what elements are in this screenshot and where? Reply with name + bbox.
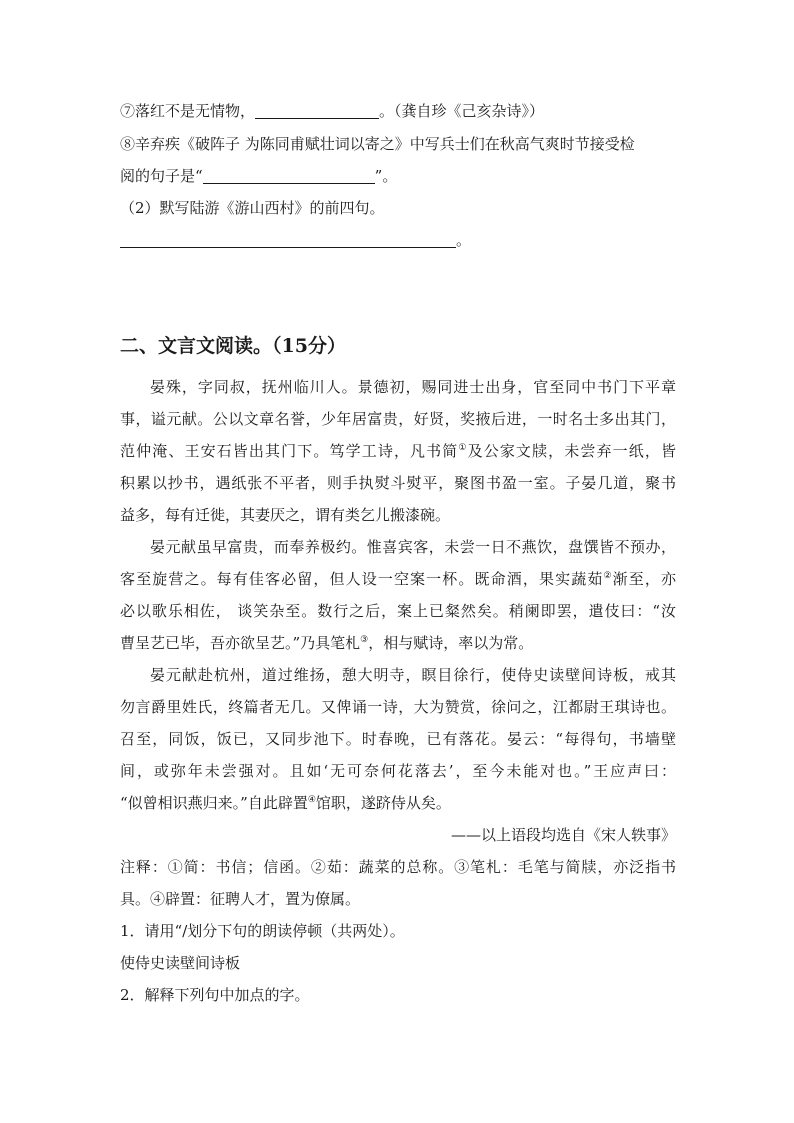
passage-p3-line2: 勿言爵里姓氏，终篇者无几。又俾诵一诗，大为赞赏，徐问之，江都尉王琪诗也。 bbox=[120, 698, 676, 716]
passage-p2-line1: 晏元献虽早富贵，而奉养极约。惟喜宾客，未尝一日不燕饮，盘馔皆不预办， bbox=[150, 538, 676, 556]
notes-line1: 注释：①简：书信；信函。②茹：蔬菜的总称。③笔札：毛笔与简牍，亦泛指书 bbox=[120, 858, 676, 876]
passage-p2-line3: 必以歌乐相佐， 谈笑杂至。数行之后，案上已粲然矣。稍阑即罢，遣伎曰：“汝 bbox=[120, 602, 676, 620]
footnote-marker-2: ② bbox=[603, 571, 613, 581]
q2-answer-blank[interactable] bbox=[120, 230, 456, 248]
q8-end: ”。 bbox=[374, 167, 398, 185]
passage-p2-line4: 曹呈艺已毕，吾亦欲呈艺。”乃具笔札③，相与赋诗，率以为常。 bbox=[120, 634, 534, 652]
fill-in-q7 bbox=[120, 100, 676, 122]
footnote-marker-3: ③ bbox=[360, 635, 369, 645]
q7-prompt: ⑦落红不是无情物， bbox=[120, 102, 256, 120]
passage-p3-line1: 晏元献赴杭州，道过维扬，憩大明寺，瞑目徐行，使侍史读壁间诗板，戒其 bbox=[150, 666, 676, 684]
question-1: 1．请用“/划分下句的朗读停顿（共两处）。 bbox=[120, 922, 405, 940]
passage-p3-line4: 间，或弥年未尝强对。且如‘无可奈何花落去’，至今未能对也。”王应声曰： bbox=[120, 762, 676, 780]
fill-in-q8-line1: ⑧辛弃疾《破阵子 为陈同甫赋壮词以寄之》中写兵士们在秋高气爽时节接受检 bbox=[120, 135, 635, 153]
section-title: 二、文言文阅读。（15分） bbox=[120, 335, 346, 357]
question-1-sentence: 使侍史读壁间诗板 bbox=[120, 954, 241, 972]
passage-p1-line3: 范仲淹、王安石皆出其门下。笃学工诗，凡书简①及公家文牍，未尝弃一纸，皆 bbox=[120, 442, 676, 460]
q8-prompt: 阅的句子是“ bbox=[120, 167, 203, 185]
passage-p2-line2: 客至旋营之。每有佳客必留，但人设一空案一杯。既命酒，果实蔬茹②渐至，亦 bbox=[120, 570, 676, 588]
footnote-marker-4: ④ bbox=[307, 795, 316, 805]
fill-in-q8-line2 bbox=[120, 165, 676, 187]
fill-in-q2-answer-line bbox=[120, 229, 676, 251]
footnote-marker-1: ① bbox=[458, 443, 468, 453]
passage-source: ——以上语段均选自《宋人轶事》 bbox=[450, 826, 676, 844]
passage-p3-line3: 召至，同饭，饭已，又同步池下。时春晚，已有落花。晏云：“每得句，书墙壁 bbox=[120, 730, 676, 748]
passage-p3-line5: “似曾相识燕归来。”自此辟置④馆职，遂跻侍从矣。 bbox=[120, 794, 451, 812]
fill-in-q2-prompt: （2）默写陆游《游山西村》的前四句。 bbox=[120, 199, 385, 217]
q2-end: 。 bbox=[456, 231, 472, 249]
q7-answer-blank[interactable] bbox=[255, 101, 379, 119]
q7-source: 。（龚自珍《己亥杂诗》） bbox=[379, 102, 545, 120]
question-2: 2．解释下列句中加点的字。 bbox=[120, 986, 310, 1004]
notes-line2: 具。④辟置：征聘人才，置为僚属。 bbox=[120, 890, 361, 908]
passage-p1-line1: 晏殊，字同叔，抚州临川人。景德初，赐同进士出身，官至同中书门下平章 bbox=[150, 378, 676, 396]
passage-p1-line2: 事，谥元献。公以文章名誉，少年居富贵，好贤，奖掖后进，一时名士多出其门， bbox=[120, 410, 676, 428]
passage-p1-line4: 积累以抄书，遇纸张不平者，则手执熨斗熨平，聚图书盈一室。子晏几道，聚书 bbox=[120, 474, 676, 492]
passage-p1-line5: 益多，每有迁徙，其妻厌之，谓有类乞儿搬漆碗。 bbox=[120, 506, 451, 524]
q8-answer-blank[interactable] bbox=[203, 166, 375, 184]
